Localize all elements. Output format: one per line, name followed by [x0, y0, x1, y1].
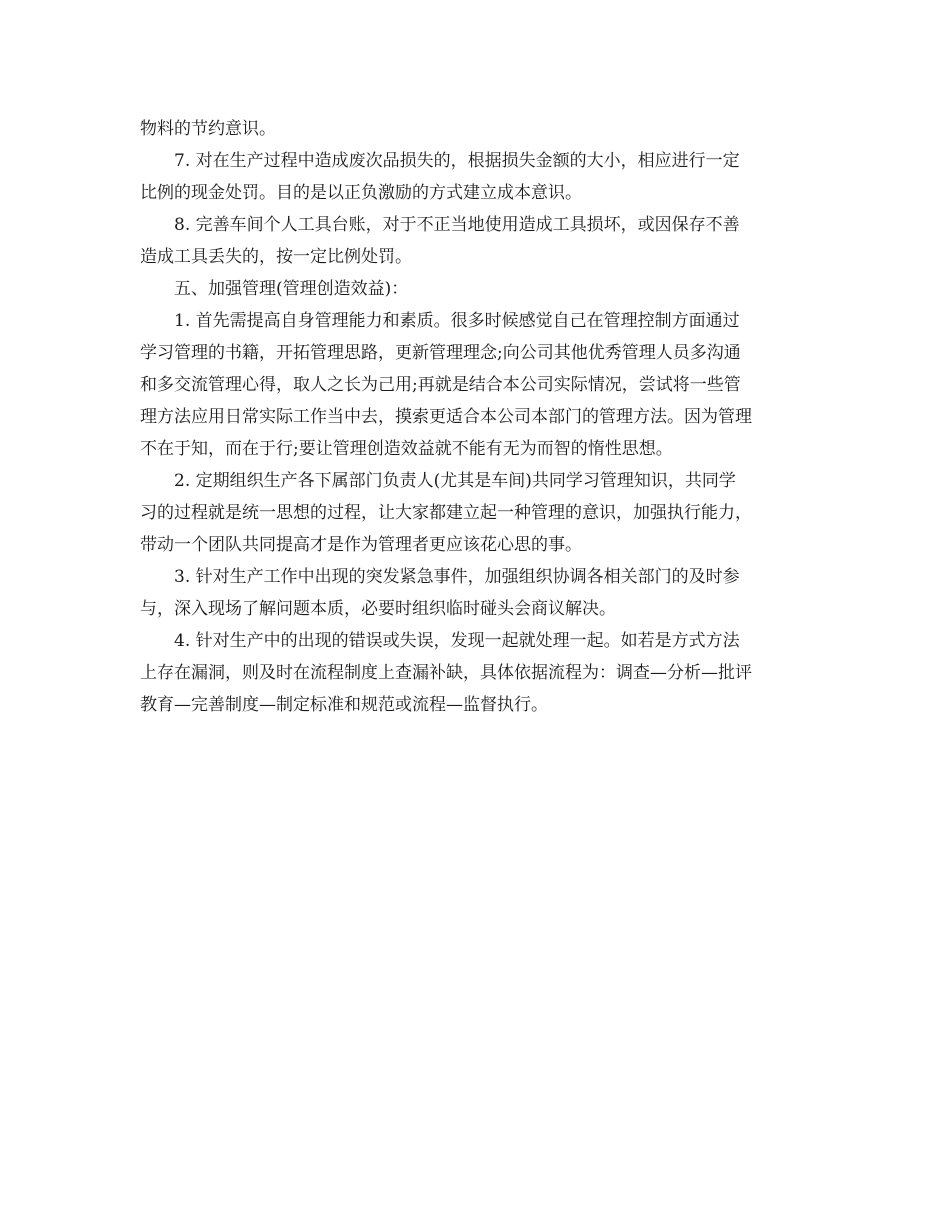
- section-heading: [140, 273, 812, 305]
- text-line: 教育—完善制度—制定标准和规范或流程—监督执行。: [140, 695, 548, 715]
- text-line: 不在于知，而在于行;要让管理创造效益就不能有无为而智的惰性思想。: [140, 439, 673, 459]
- text-line: 比例的现金处罚。目的是以正负激励的方式建立成本意识。: [140, 183, 582, 203]
- text-line: 8. 完善车间个人工具台账，对于不正当地使用造成工具损坏，或因保存不善: [174, 215, 740, 235]
- paragraph-continuation: [140, 113, 812, 145]
- paragraph-section5-item-4: [140, 625, 812, 721]
- text-line: 上存在漏洞，则及时在流程制度上查漏补缺，具体依据流程为：调查—分析—批评: [140, 663, 752, 683]
- paragraph-item-8: [140, 209, 812, 273]
- text-line: 学习管理的书籍，开拓管理思路，更新管理理念;向公司其他优秀管理人员多沟通: [140, 343, 741, 363]
- paragraph-section5-item-2: [140, 465, 812, 561]
- paragraph-section5-item-1: [140, 305, 812, 465]
- text-line: 2. 定期组织生产各下属部门负责人(尤其是车间)共同学习管理知识，共同学: [174, 471, 736, 491]
- paragraph-item-7: [140, 145, 812, 209]
- text-line: 造成工具丢失的，按一定比例处罚。: [140, 247, 412, 267]
- text-line: 与，深入现场了解问题本质，必要时组织临时碰头会商议解决。: [140, 599, 616, 619]
- text-line: 7. 对在生产过程中造成废次品损失的，根据损失金额的大小，相应进行一定: [174, 151, 740, 171]
- text-line: 带动一个团队共同提高才是作为管理者更应该花心思的事。: [140, 535, 582, 555]
- text-line: 4. 针对生产中的出现的错误或失误，发现一起就处理一起。如若是方式方法: [174, 631, 740, 651]
- text-line: 1. 首先需提高自身管理能力和素质。很多时候感觉自己在管理控制方面通过: [174, 311, 740, 331]
- document-body: [140, 113, 812, 721]
- text-line: 习的过程就是统一思想的过程，让大家都建立起一种管理的意识，加强执行能力，: [140, 503, 752, 523]
- text-line: 和多交流管理心得，取人之长为己用;再就是结合本公司实际情况，尝试将一些管: [140, 375, 741, 395]
- text-line: 理方法应用日常实际工作当中去，摸索更适合本公司本部门的管理方法。因为管理: [140, 407, 752, 427]
- section-heading-text: 五、加强管理(管理创造效益)：: [174, 279, 409, 299]
- text-line: 3. 针对生产工作中出现的突发紧急事件，加强组织协调各相关部门的及时参: [174, 567, 740, 587]
- paragraph-section5-item-3: [140, 561, 812, 625]
- text-line: 物料的节约意识。: [140, 119, 276, 139]
